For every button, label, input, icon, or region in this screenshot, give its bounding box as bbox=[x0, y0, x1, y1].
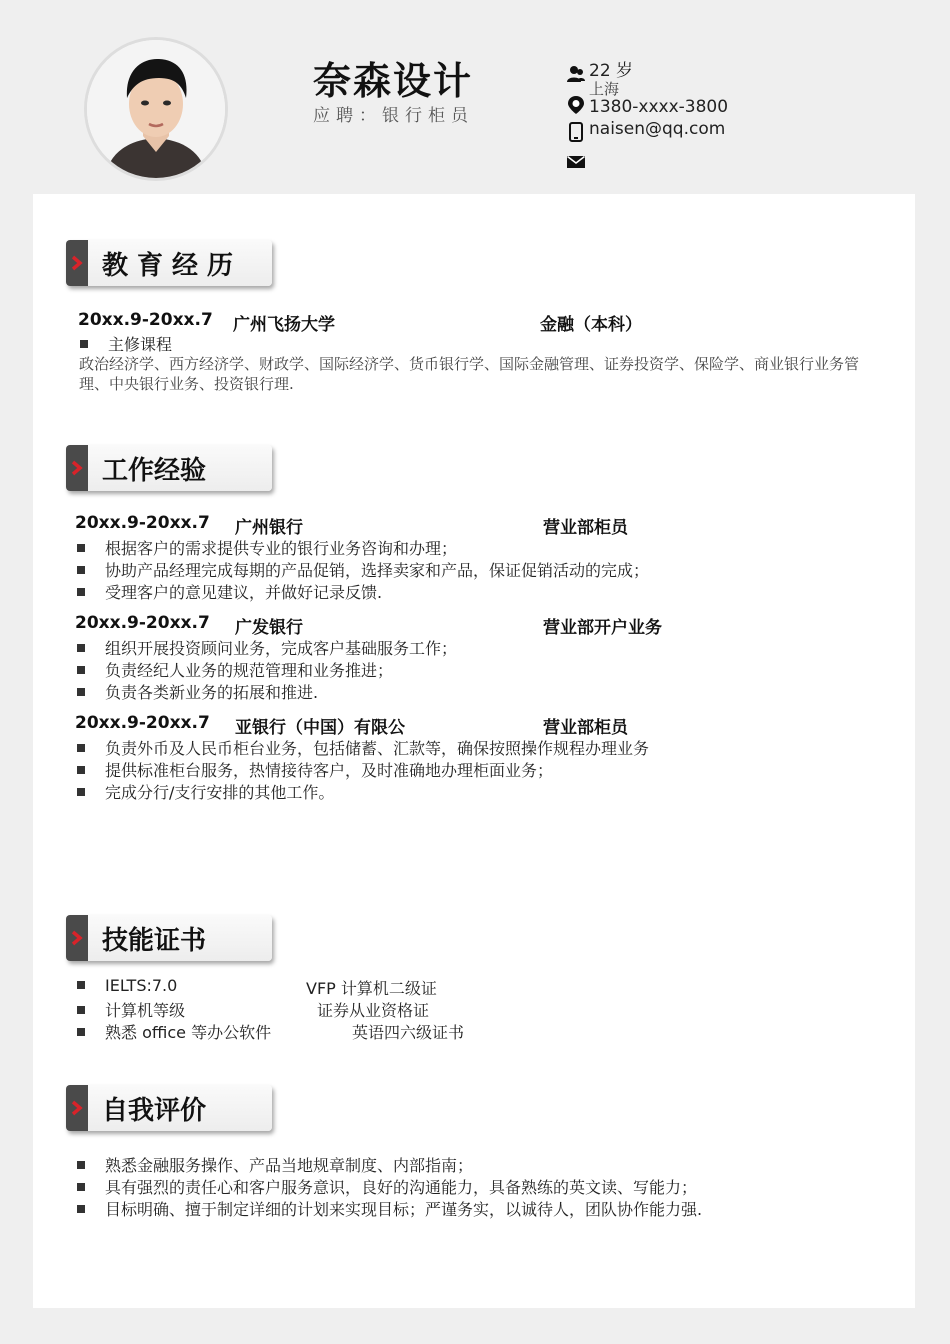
education-heading bbox=[66, 240, 272, 286]
work-heading bbox=[66, 445, 272, 491]
self-evaluation-heading bbox=[66, 1085, 272, 1131]
section-title: 自我评价 bbox=[102, 1096, 207, 1126]
list-item: 受理客户的意见建议，并做好记录反馈. bbox=[77, 580, 382, 603]
certificate-item: 证券从业资格证 bbox=[317, 1001, 430, 1020]
list-item: IELTS:7.0 bbox=[77, 976, 177, 995]
list-item: 负责外币及人民币柜台业务，包括储蓄、汇款等，确保按照操作规程办理业务 bbox=[77, 736, 649, 759]
education-school: 广州飞扬大学 bbox=[233, 315, 335, 335]
chevron-right-icon bbox=[70, 255, 84, 271]
list-item: 熟悉 office 等办公软件 bbox=[77, 1020, 271, 1043]
list-item: 组织开展投资顾问业务，完成客户基础服务工作； bbox=[77, 636, 457, 659]
list-item: 计算机等级 bbox=[77, 998, 185, 1021]
chevron-right-icon bbox=[70, 930, 84, 946]
chevron-right-icon bbox=[70, 1100, 84, 1116]
age-text: 22 岁 bbox=[589, 61, 634, 81]
list-item: 目标明确、擅于制定详细的计划来实现目标；严谨务实，以诚待人，团队协作能力强. bbox=[77, 1197, 702, 1220]
job-role: 营业部开户业务 bbox=[543, 618, 662, 638]
candidate-name: 奈森设计 bbox=[313, 59, 474, 103]
section-title: 教育经历 bbox=[102, 251, 243, 281]
job-date: 20xx.9-20xx.7 bbox=[75, 713, 210, 733]
phone-text: 1380-xxxx-3800 bbox=[589, 97, 729, 117]
list-item: 负责经纪人业务的规范管理和业务推进； bbox=[77, 658, 393, 681]
section-title: 工作经验 bbox=[102, 456, 207, 486]
applied-position: 应聘：银行柜员 bbox=[313, 106, 474, 126]
education-date: 20xx.9-20xx.7 bbox=[78, 310, 213, 330]
job-role: 营业部柜员 bbox=[543, 718, 628, 738]
course-label: 主修课程 bbox=[80, 332, 172, 355]
job-company: 广州银行 bbox=[235, 518, 303, 538]
job-company: 广发银行 bbox=[235, 618, 303, 638]
education-major: 金融（本科） bbox=[540, 315, 642, 335]
list-item: 负责各类新业务的拓展和推进. bbox=[77, 680, 318, 703]
job-company: 亚银行（中国）有限公 bbox=[235, 718, 405, 738]
list-item: 熟悉金融服务操作、产品当地规章制度、内部指南； bbox=[77, 1153, 473, 1176]
location-pin-icon bbox=[566, 95, 586, 115]
job-date: 20xx.9-20xx.7 bbox=[75, 613, 210, 633]
email-text: naisen@qq.com bbox=[589, 119, 726, 139]
list-item: 完成分行/支行安排的其他工作。 bbox=[77, 780, 334, 803]
course-list: 政治经济学、西方经济学、财政学、国际经济学、货币银行学、国际金融管理、证券投资学、保险学、商业银行业务管理、中央银行业务、投资银行理. bbox=[79, 355, 860, 393]
mail-icon bbox=[566, 152, 586, 172]
list-item: 协助产品经理完成每期的产品促销，选择卖家和产品，保证促销活动的完成； bbox=[77, 558, 649, 581]
job-date: 20xx.9-20xx.7 bbox=[75, 513, 210, 533]
list-item: 具有强烈的责任心和客户服务意识，良好的沟通能力，具备熟练的英文读、写能力； bbox=[77, 1175, 697, 1198]
list-item: 提供标准柜台服务，热情接待客户，及时准确地办理柜面业务； bbox=[77, 758, 553, 781]
job-role: 营业部柜员 bbox=[543, 518, 628, 538]
list-item: 根据客户的需求提供专业的银行业务咨询和办理； bbox=[77, 536, 457, 559]
avatar bbox=[87, 40, 225, 178]
city-text: 上海 bbox=[589, 80, 620, 98]
certificate-item: 英语四六级证书 bbox=[352, 1023, 465, 1042]
certificate-item: VFP 计算机二级证 bbox=[306, 979, 437, 998]
phone-icon bbox=[566, 122, 586, 142]
user-icon bbox=[566, 64, 586, 84]
section-title: 技能证书 bbox=[102, 926, 207, 956]
skills-heading bbox=[66, 915, 272, 961]
avatar-photo bbox=[87, 40, 225, 178]
chevron-right-icon bbox=[70, 460, 84, 476]
